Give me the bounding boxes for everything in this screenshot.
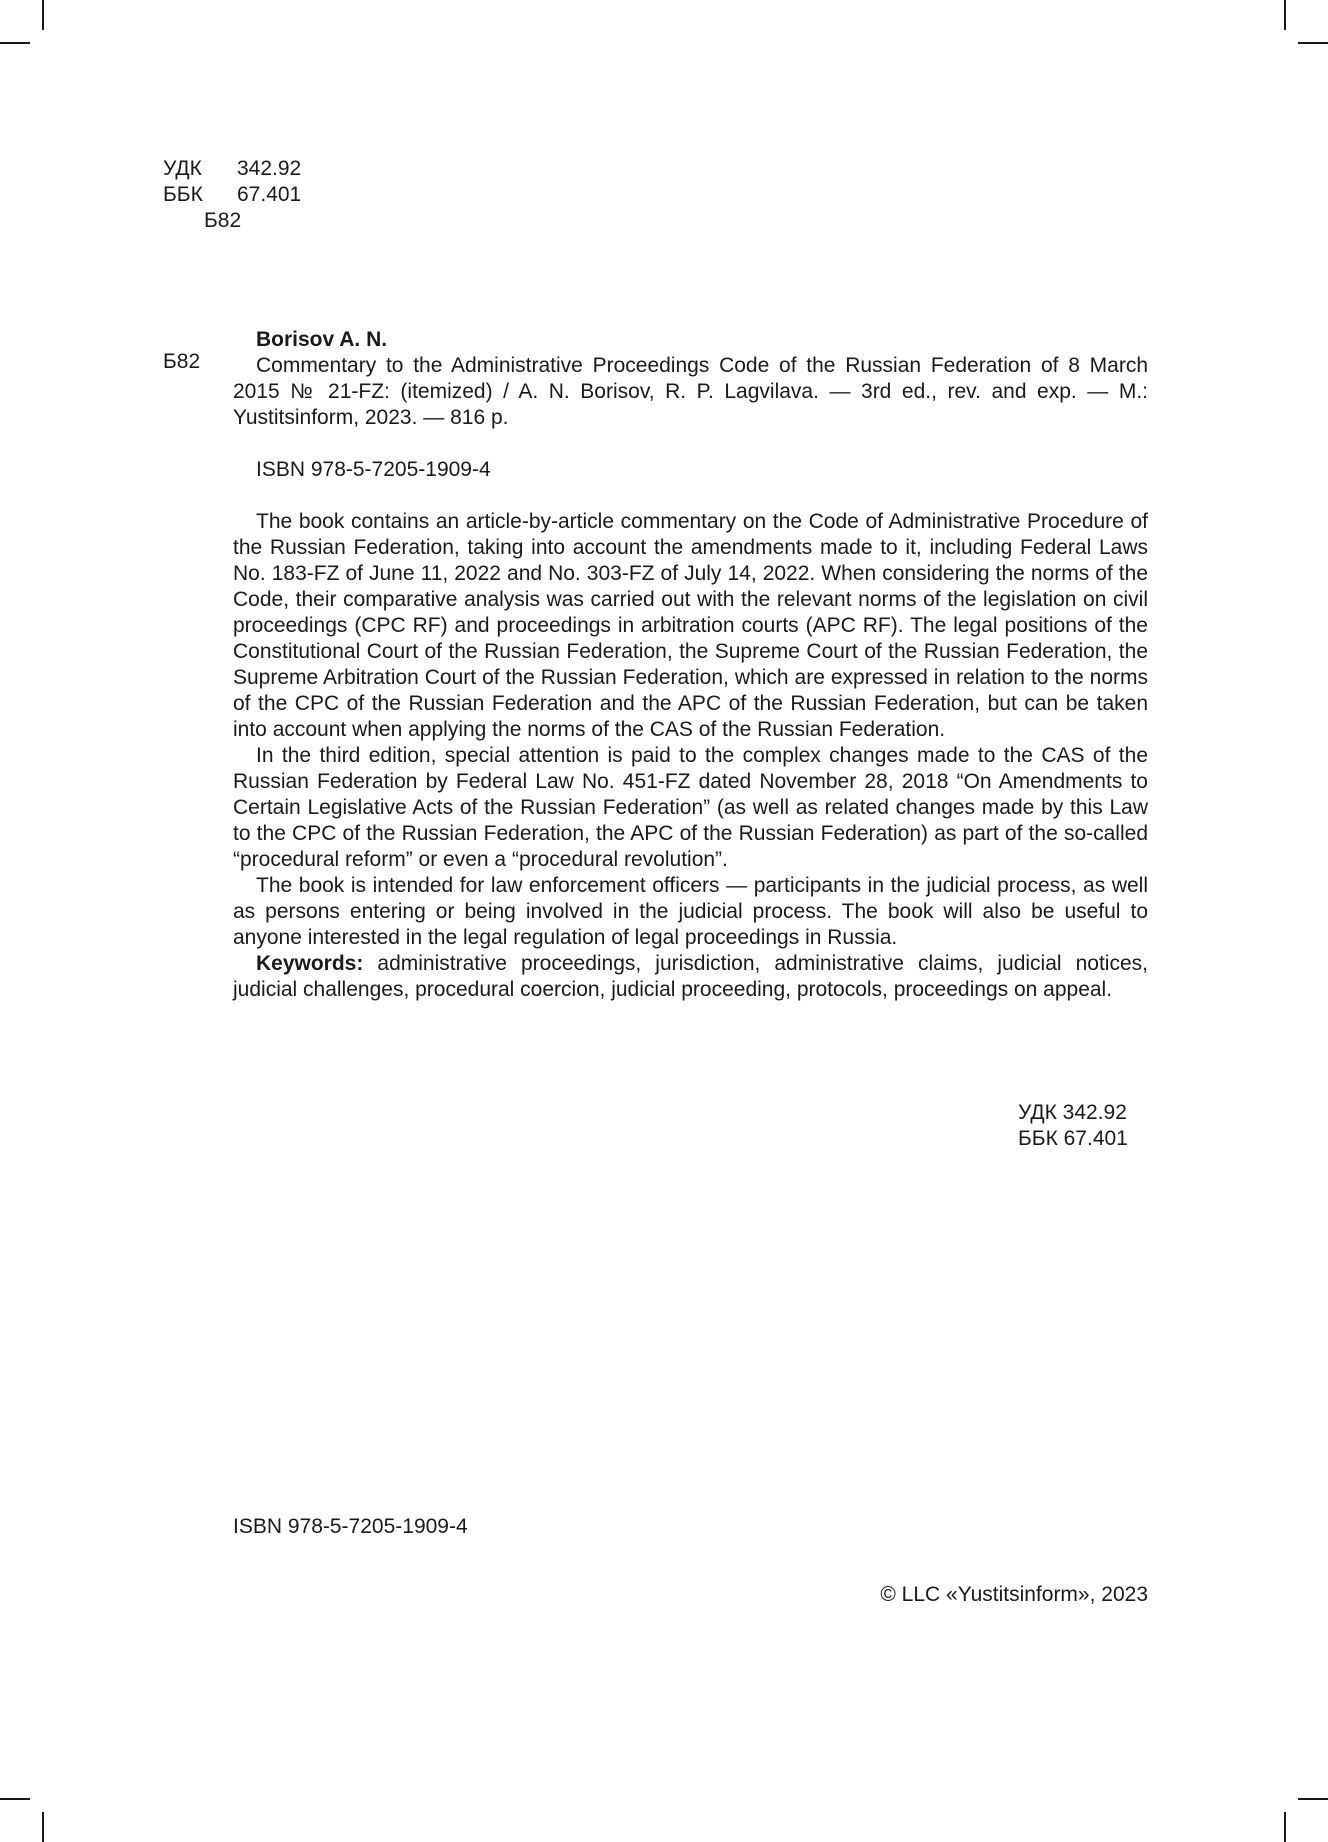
crop-mark-top-right-vertical — [1284, 0, 1286, 30]
classification-top — [163, 156, 301, 234]
annotation — [233, 509, 1148, 1003]
title-statement: Commentary to the Administrative Proceedings Code of the Russian Federation of 8 March 2015 № 21-FZ: (itemized) / A. N. Borisov, R. P. Lagvilava. — 3rd ed., rev. and exp. — M.: Yustitsinform, 2023. — 816 p. — [233, 354, 1148, 429]
author-mark-top: Б82 — [204, 209, 242, 232]
bbk-value: 67.401 — [237, 183, 302, 206]
crop-mark-bottom-right-vertical — [1284, 1812, 1286, 1842]
keywords-text: administrative proceedings, jurisdiction, administrative claims, judicial notices, judicial challenges, procedural coercion, judicial proceeding, protocols, proceedings on appeal. — [233, 952, 1148, 1001]
udk-line — [163, 156, 301, 182]
annotation-paragraph-1: The book contains an article-by-article commentary on the Code of Administrative Procedure of the Russian Federation, taking into account the amendments made to it, including Federal Laws No. 183-FZ of June 11, 2022 and No. 303-FZ of July 14, 2022. When considering the norms of the Code, their comparative analysis was carried out with the relevant norms of the legislation on civil proceedings (CPC RF) and proceedings in arbitration courts (APC RF). The legal positions of the Constitutional Court of the Russian Federation, the Supreme Court of the Russian Federation, the Supreme Arbitration Court of the Russian Federation, which are expressed in relation to the norms of the CPC of the Russian Federation and the APC of the Russian Federation, but can be taken into account when applying the norms of the CAS of the Russian Federation. — [233, 510, 1148, 741]
bbk-bottom: ББК 67.401 — [1018, 1127, 1128, 1150]
crop-mark-bottom-right-horizontal — [1298, 1798, 1328, 1800]
crop-mark-bottom-left-horizontal — [0, 1798, 30, 1800]
isbn-record: ISBN 978-5-7205-1909-4 — [256, 458, 491, 481]
keywords-label: Keywords: — [256, 952, 364, 975]
classification-bottom — [1018, 1100, 1128, 1152]
copyright-notice: © LLC «Yustitsinform», 2023 — [880, 1583, 1148, 1606]
udk-bottom: УДК 342.92 — [1018, 1101, 1127, 1124]
keywords-paragraph — [233, 951, 1148, 1003]
crop-mark-top-left-vertical — [42, 0, 44, 30]
udk-value: 342.92 — [237, 157, 302, 180]
author-heading: Borisov A. N. — [256, 328, 388, 351]
crop-mark-top-right-horizontal — [1298, 42, 1328, 44]
udk-label: УДК — [163, 157, 202, 180]
bibliographic-record — [233, 327, 1148, 1003]
annotation-paragraph-3: The book is intended for law enforcement officers — participants in the judicial process, as well as persons entering or being involved in the judicial process. The book will also be useful to anyone interested in the legal regulation of legal proceedings in Russia. — [233, 874, 1148, 949]
bbk-label: ББК — [163, 183, 203, 206]
annotation-paragraph-2: In the third edition, special attention is paid to the complex changes made to the CAS of the Russian Federation by Federal Law No. 451-FZ dated November 28, 2018 “On Amendments to Certain Legislative Acts of the Russian Federation” (as well as related changes made by this Law to the CPC of the Russian Federation, the APC of the Russian Federation) as part of the so-called “procedural reform” or even a “procedural revolution”. — [233, 744, 1148, 871]
author-mark-left: Б82 — [163, 350, 201, 373]
crop-mark-bottom-left-vertical — [42, 1812, 44, 1842]
bbk-line — [163, 182, 301, 208]
crop-mark-top-left-horizontal — [0, 42, 30, 44]
isbn-bottom: ISBN 978-5-7205-1909-4 — [233, 1515, 468, 1538]
